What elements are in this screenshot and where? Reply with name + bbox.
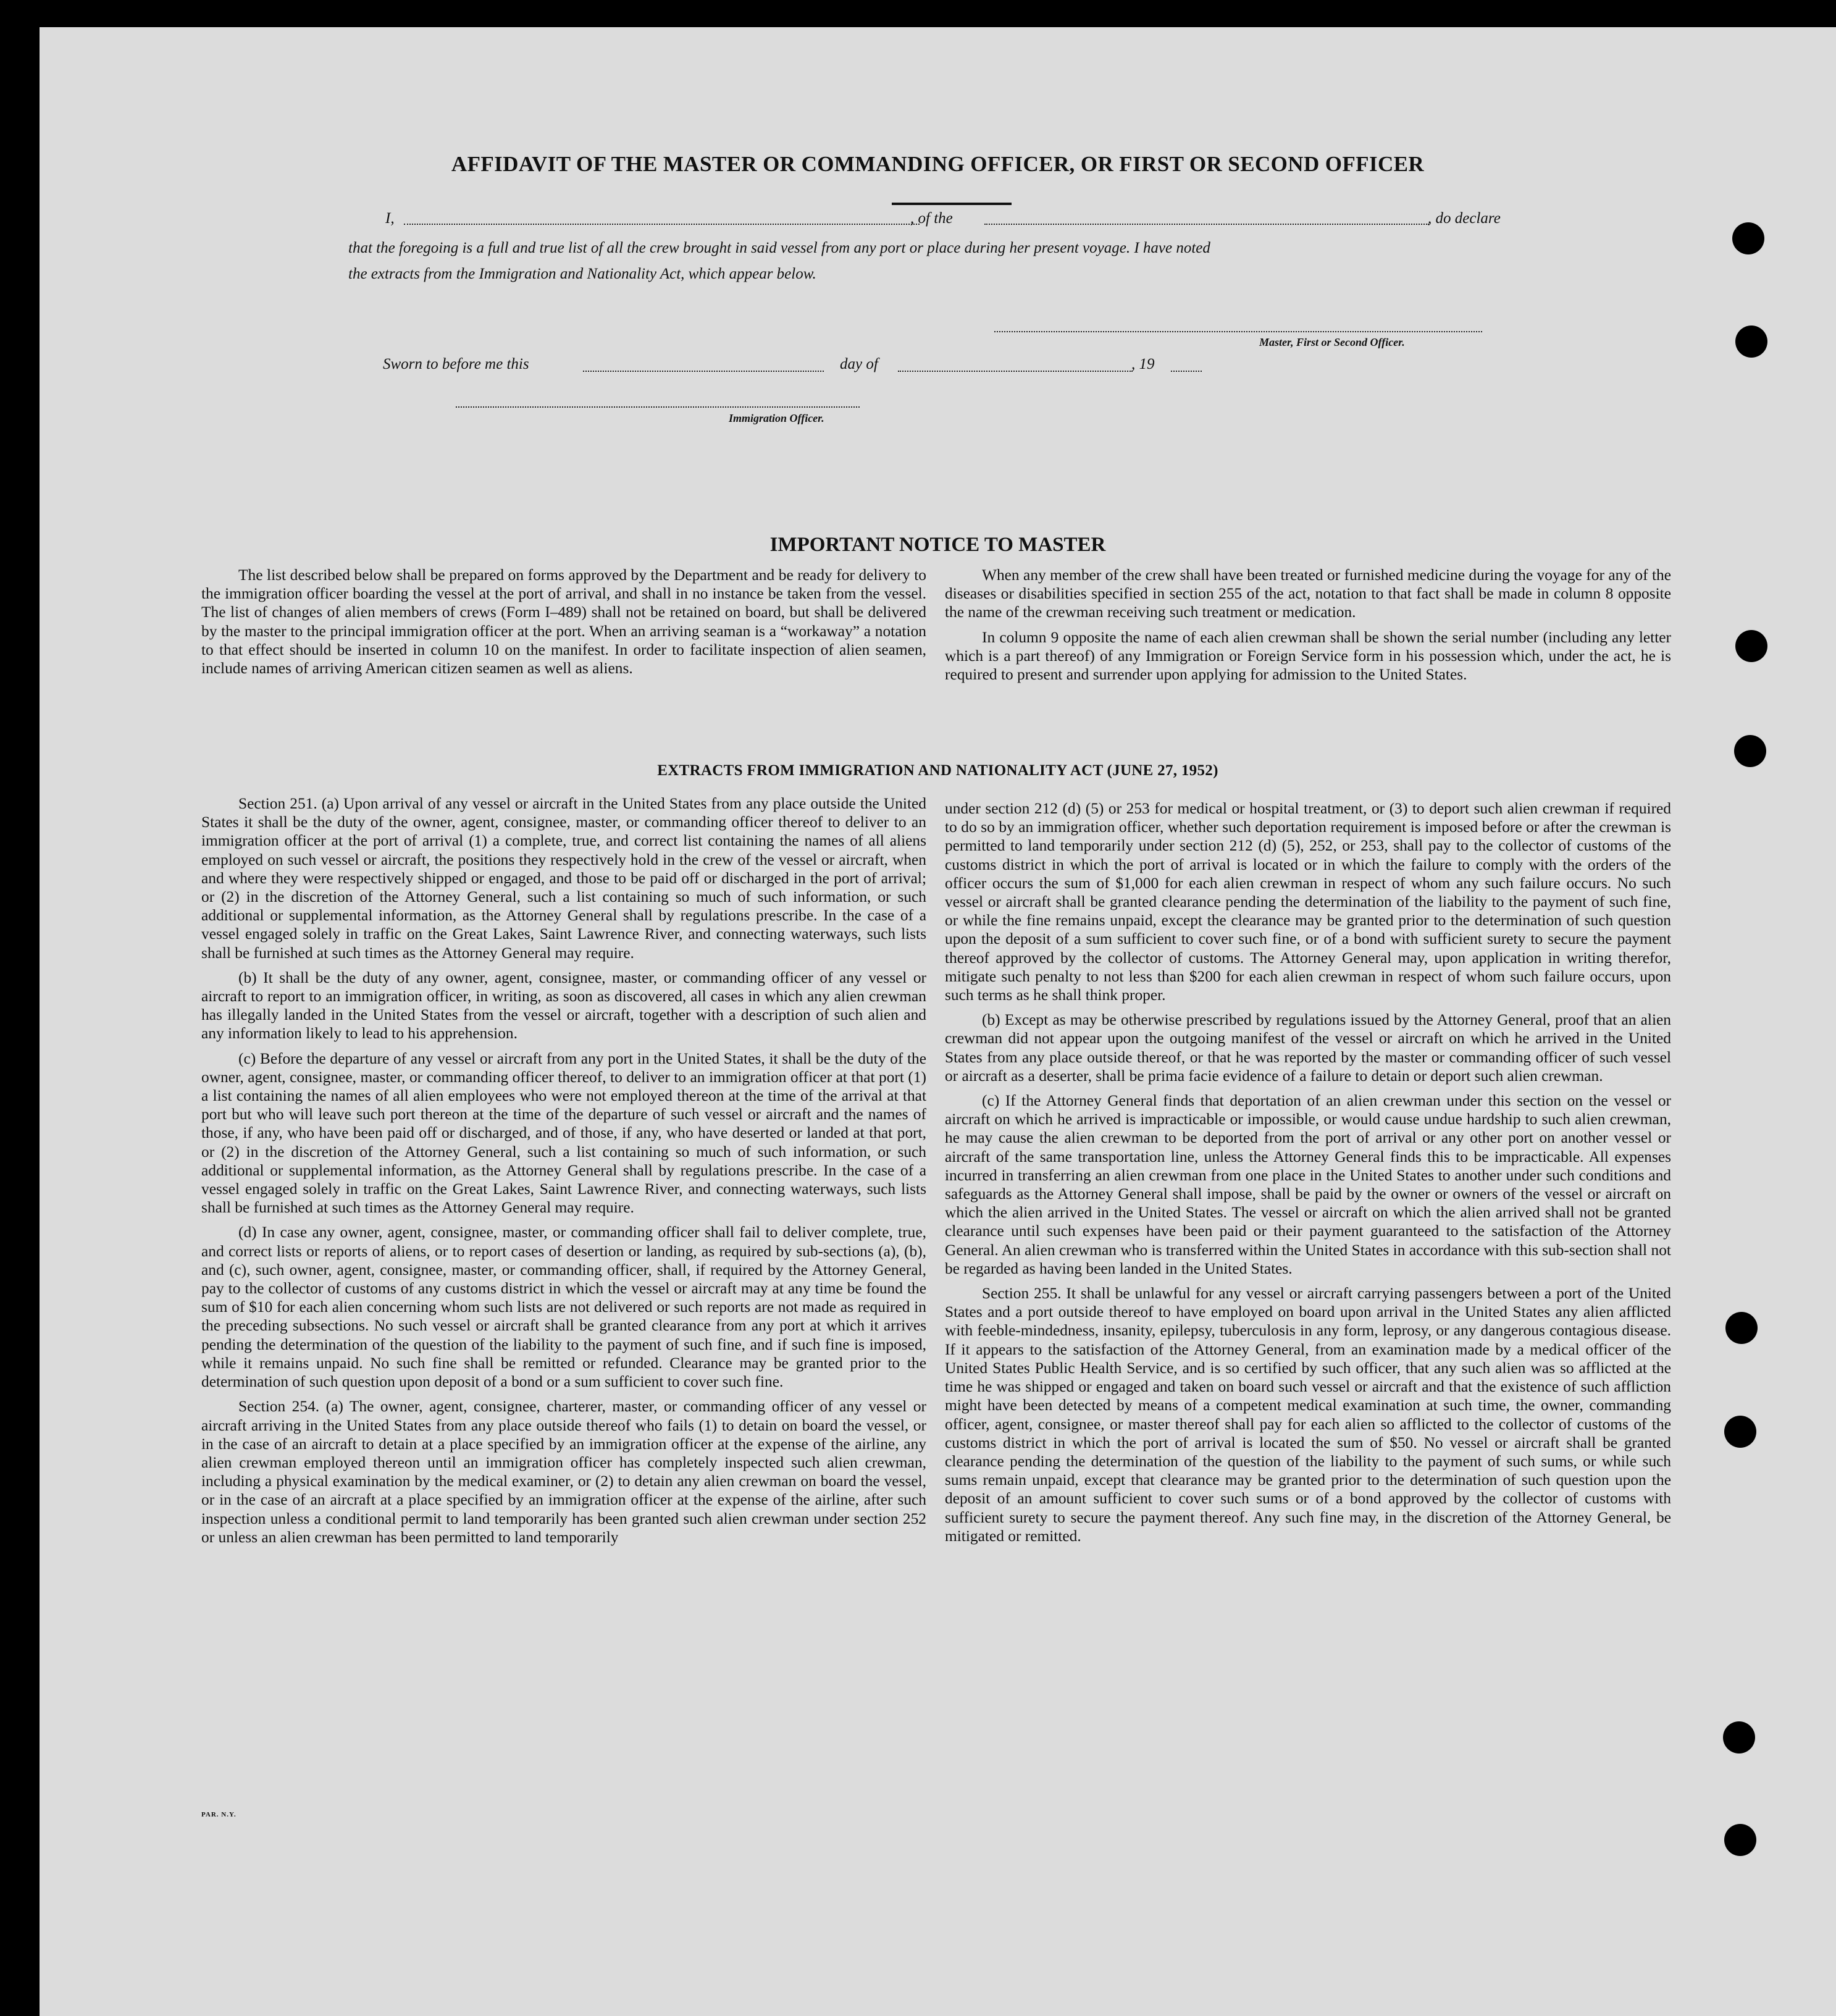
punch-hole [1724,1416,1756,1448]
sworn-label: Sworn to before me this [383,356,529,372]
vessel-field[interactable] [984,224,1429,225]
notice-left-paragraph: The list described below shall be prepared on forms approved by the Department and be ready for delivery to the immigration officer boarding the vessel at the port of arrival, and shall in no instance be taken from the vessel. The list of changes of alien members of crews (Form I–489) shall not be retained on board, but shall be delivered by the master to the principal immigration officer at the port. When an arriving seaman is a “workaway” a notation to that effect should be inserted in column 10 on the manifest. In order to facilitate inspection of alien seamen, include names of arriving American citizen seamen as well as aliens. [201,566,926,678]
punch-hole [1723,1721,1755,1754]
do-declare-label: , do declare [1428,210,1501,227]
master-signature-label: Master, First or Second Officer. [1259,336,1405,348]
year-label: , 19 [1131,356,1155,372]
declaration-line-2: the extracts from the Immigration and Nationality Act, which appear below. [348,266,816,282]
punch-hole [1725,1312,1758,1344]
sworn-day-field[interactable] [583,371,824,372]
name-field[interactable] [404,224,920,225]
section-254-c: (c) If the Attorney General finds that deportation of an alien crewman under this section on the vessel or aircraft on which he arrived is impracticable or impossible, or would cause undue hardship to such alien crewman, he may cause the alien crewman to be deported from the port of arrival or any other port on another vessel or aircraft of the same transportation line, unless the Attorney General finds this to be impracticable. All expenses incurred in transferring an alien crewman from one place in the United States to another under such conditions and safeguards as the Attorney General shall impose, shall be paid by the owner or owners of the vessel or aircraft on which the alien arrived in the United States. The vessel or aircraft on which the alien arrived shall not be granted clearance until such expenses have been paid or their payment guaranteed to the satisfaction of the Attorney General. An alien crewman who is transferred within the United States in accordance with this sub-section shall not be regarded as having been landed in the United States. [945,1092,1671,1277]
of-the-label: , of the [910,210,953,227]
punch-hole [1734,735,1766,767]
notice-title: IMPORTANT NOTICE TO MASTER [769,534,1106,556]
title-underline [892,203,1012,205]
extracts-right-column [945,799,1671,1552]
punch-hole [1724,1824,1756,1856]
day-of-label: day of [840,356,878,372]
section-254-b: (b) Except as may be otherwise prescribed by regulations issued by the Attorney General, proof that an alien crewman did not appear upon the outgoing manifest of the vessel or aircraft on which he arrived in the United States from any place outside thereof, or that he was reported by the master or commanding officer of such vessel or aircraft as a deserter, shall be prima facie evidence of a failure to detain or deport such alien crewman. [945,1011,1671,1085]
printer-mark: PAR. N.Y. [201,1811,237,1818]
i-label: I, [385,210,395,227]
section-254-a: Section 254. (a) The owner, agent, consignee, charterer, master, or commanding officer of any vessel or aircraft arriving in the United States from any place outside thereof who fails (1) to detain on board the vessel, or in the case of an aircraft to detain at a place specified by an immigration officer at the expense of the airline, any alien crewman employed thereon until an immigration officer has completely inspected such alien crewman, including a physical examination by the medical examiner, or (2) to detain any alien crewman on board the vessel, or in the case of an aircraft at a place specified by an immigration officer at the expense of the airline, after such inspection unless a conditional permit to land temporarily has been granted such alien crewman under section 252 or unless an alien crewman has been permitted to land temporarily [201,1398,926,1546]
section-251-c: (c) Before the departure of any vessel or aircraft from any port in the United States, it shall be the duty of the owner, agent, consignee, master, or commanding officer thereof, to deliver to an immigration officer at that port (1) a list containing the names of all alien employees who were not employed thereon at the time of the arrival at that port but who will leave such port thereon at the time of the departure of such vessel or aircraft and the names of those, if any, who have been paid off or discharged, and of those, if any, who have deserted or landed at that port, or (2) in the discretion of the Attorney General, such a list containing so much of such information, or such additional or supplemental information, as the Attorney General shall by regulations prescribe. In the case of a vessel engaged solely in traffic on the Great Lakes, Saint Lawrence River, and connecting waterways, such lists shall be furnished at such times as the Attorney General may require. [201,1049,926,1217]
officer-signature-label: Immigration Officer. [729,412,824,424]
notice-right-paragraph-2: In column 9 opposite the name of each alien crewman shall be shown the serial number (including any letter which is a part thereof) of any Immigration or Foreign Service form in his possession which, under the act, he is required to present and surrender upon applying for admission to the United States. [945,628,1671,684]
extracts-left-column [201,794,926,1553]
sworn-year-field[interactable] [1171,371,1202,372]
section-255: Section 255. It shall be unlawful for any vessel or aircraft carrying passengers between a port of the United States and a port outside thereof to have employed on board upon arrival in the United States any alien afflicted with feeble-mindedness, insanity, epilepsy, tuberculosis in any form, leprosy, or any dangerous contagious disease. If it appears to the satisfaction of the Attorney General, from an examination made by a medical officer of the United States Public Health Service, and is so certified by such officer, that any such alien was so afflicted at the time he was shipped or engaged and taken on board such vessel or aircraft and that the existence of such affliction might have been detected by means of a competent medical examination at such time, the owner, commanding officer, agent, consignee, or master thereof shall pay for each alien so afflicted to the collector of customs of the customs district in which the port of arrival is located the sum of $50. No vessel or aircraft shall be granted clearance pending the determination of the question of the liability to the payment of such sums, or while such sums remain unpaid, except that clearance may be granted prior to the determination of such question upon the deposit of an amount sufficient to cover such sums or of a bond approved by the collector of customs with sufficient surety to secure the payment thereof. Any such fine may, in the discretion of the Attorney General, be mitigated or remitted. [945,1285,1671,1545]
officer-signature-line[interactable] [456,406,860,408]
notice-left-column [201,566,926,684]
section-254-a-continued: under section 212 (d) (5) or 253 for medical or hospital treatment, or (3) to deport such alien crewman if required to do so by an immigration officer, whether such deportation requirement is imposed before or after the crewman is permitted to land temporarily under section 212 (d) (5), 252, or 253, shall pay to the collector of customs of the customs district in which the port of arrival is located or in which the failure to comply with the orders of the officer occurs the sum of $1,000 for each alien crewman in respect of whom any such failure occurs. No such vessel or aircraft shall be granted clearance pending the determination of the liability to the payment of such fine, or while the fine remains unpaid, except the clearance may be granted prior to the determination of such question upon the deposit of a sum sufficient to cover such fine, or of a bond with sufficient surety to secure the payment thereof approved by the collector of customs. The Attorney General may, upon application in writing therefor, mitigate such penalty to not less than $200 for each alien crewman in respect of whom such failure occurs, upon such terms as he shall think proper. [945,800,1671,1004]
section-251-a: Section 251. (a) Upon arrival of any vessel or aircraft in the United States from any place outside the United States it shall be the duty of the owner, agent, consignee, master, or commanding officer thereof to deliver to an immigration officer at the port of arrival (1) a complete, true, and correct list containing the names of all aliens employed on such vessel or aircraft, the positions they respectively hold in the crew of the vessel or aircraft, when and where they were respectively shipped or engaged, and those to be paid off or discharged in the port of arrival; or (2) in the discretion of the Attorney General, such a list containing so much of such information, or such additional or supplemental information, as the Attorney General shall by regulations prescribe. In the case of a vessel engaged solely in traffic on the Great Lakes, Saint Lawrence River, and connecting waterways, such lists shall be furnished at such times as the Attorney General may require. [201,795,926,962]
extracts-title: EXTRACTS FROM IMMIGRATION AND NATIONALITY ACT (JUNE 27, 1952) [657,762,1218,779]
section-251-b: (b) It shall be the duty of any owner, agent, consignee, master, or commanding officer of any vessel or aircraft to report to an immigration officer, in writing, as soon as discovered, all cases in which any alien crewman has illegally landed in the United States from the vessel or aircraft, together with a description of such alien and any information likely to lead to his apprehension. [201,968,926,1043]
sworn-month-field[interactable] [898,371,1133,372]
notice-right-paragraph-1: When any member of the crew shall have been treated or furnished medicine during the voyage for any of the diseases or disabilities specified in section 255 of the act, notation to that fact shall be made in column 8 opposite the name of the crewman receiving such treatment or medication. [945,566,1671,621]
master-signature-line[interactable] [994,331,1482,332]
punch-hole [1732,222,1764,254]
document-page [40,27,1836,2016]
affidavit-title: AFFIDAVIT OF THE MASTER OR COMMANDING OFFICER, OR FIRST OR SECOND OFFICER [451,152,1425,176]
declaration-line-1: that the foregoing is a full and true list of all the crew brought in said vessel from any port or place during her present voyage. I have noted [348,240,1210,256]
notice-right-column [945,566,1671,690]
punch-hole [1735,326,1767,358]
section-251-d: (d) In case any owner, agent, consignee, master, or commanding officer shall fail to deliver complete, true, and correct lists or reports of aliens, or to report cases of desertion or landing, as required by sub-sections (a), (b), and (c), such owner, agent, consignee, master, or commanding officer, shall, if required by the Attorney General, pay to the collector of customs of any customs district in which the vessel or aircraft may at any time be found the sum of $10 for each alien concerning whom such lists are not delivered or such reports are not made as required in the preceding subsections. No such vessel or aircraft shall be granted clearance from any port at which it arrives pending the determination of the question of the liability to the payment of such fine, and if such fine is imposed, while it remains unpaid. No such fine shall be remitted or refunded. Clearance may be granted prior to the determination of such question upon deposit of a bond or a sum sufficient to cover such fine. [201,1224,926,1391]
punch-hole [1735,630,1767,662]
